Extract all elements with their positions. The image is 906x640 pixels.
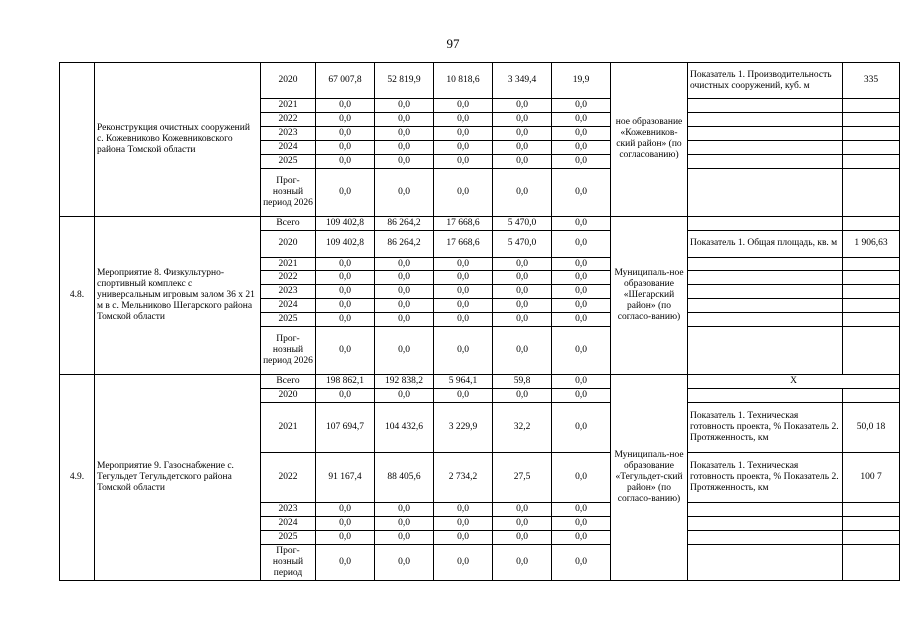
- table-row: 2024 0,0 0,0 0,0 0,0 0,0: [60, 299, 900, 313]
- table-row: 2024 0,0 0,0 0,0 0,0 0,0: [60, 516, 900, 530]
- table-row: 2021 0,0 0,0 0,0 0,0 0,0: [60, 99, 900, 113]
- table-row: 2022 0,0 0,0 0,0 0,0 0,0: [60, 112, 900, 126]
- table-row: 2022 0,0 0,0 0,0 0,0 0,0: [60, 271, 900, 285]
- table-row: Прог-нозный период 2026 0,0 0,0 0,0 0,0 0,0: [60, 327, 900, 375]
- item-number: 4.8.: [60, 216, 95, 375]
- table-row: Прог-нозный период 0,0 0,0 0,0 0,0 0,0: [60, 544, 900, 580]
- table-row: 2025 0,0 0,0 0,0 0,0 0,0: [60, 313, 900, 327]
- indicator: Показатель 1. Техническая готовность проекта, % Показатель 2. Протяженность, км: [688, 402, 843, 452]
- indicator: Показатель 1. Общая площадь, кв. м: [688, 230, 843, 257]
- page-number: 97: [446, 36, 460, 51]
- table-row: 4.9. Мероприятие 9. Газоснабжение с. Тегульдет Тегульдетского района Томской области Всего 198 862,1 192 838,2 5 964,1 59,8 0,0 Муниципаль-ное образование «Тегульдет-ский район» (по согласо-ванию) Х: [60, 375, 900, 389]
- table-row: 2025 0,0 0,0 0,0 0,0 0,0: [60, 530, 900, 544]
- table-row: 4.8. Мероприятие 8. Физкультурно-спортивный комплекс с универсальным игровым залом 36 х 21 м в с. Мельниково Шегарского района Томской области Всего 109 402,8 86 264,2 17 668,6 5 470,0 0,0 Муниципаль-ное образование «Шегарский район» (по согласо-ванию): [60, 216, 900, 230]
- executor: Муниципаль-ное образование «Тегульдет-ский район» (по согласо-ванию): [611, 375, 688, 581]
- item-number: 4.9.: [60, 375, 95, 581]
- table-row: 2020 109 402,8 86 264,2 17 668,6 5 470,0 0,0 Показатель 1. Общая площадь, кв. м 1 906,63: [60, 230, 900, 257]
- indicator-value: 1 906,63: [843, 230, 900, 257]
- table-row: 2023 0,0 0,0 0,0 0,0 0,0: [60, 285, 900, 299]
- table-row: 2020 0,0 0,0 0,0 0,0 0,0: [60, 389, 900, 403]
- indicator-value: 50,0 18: [843, 402, 900, 452]
- table-row: 2022 91 167,4 88 405,6 2 734,2 27,5 0,0 Показатель 1. Техническая готовность проекта, % Показатель 2. Протяженность, км 100 7: [60, 452, 900, 502]
- table-row: 2023 0,0 0,0 0,0 0,0 0,0: [60, 502, 900, 516]
- table-row: 2023 0,0 0,0 0,0 0,0 0,0: [60, 126, 900, 140]
- table-row: 2021 0,0 0,0 0,0 0,0 0,0: [60, 257, 900, 271]
- indicator-value: 100 7: [843, 452, 900, 502]
- indicator-value: 335: [843, 63, 900, 99]
- table-row: Реконструкция очистных сооружений с. Кожевниково Кожевниковского района Томской области 2020 67 007,8 52 819,9 10 818,6 3 349,4 19,9 ное образование «Кожевников-ский район» (по согласованию) Показатель 1. Производительность очистных сооружений, куб. м 335: [60, 63, 900, 99]
- table-row: 2024 0,0 0,0 0,0 0,0 0,0: [60, 140, 900, 154]
- item-name: Мероприятие 8. Физкультурно-спортивный комплекс с универсальным игровым залом 36 х 21 м в с. Мельниково Шегарского района Томской области: [95, 216, 261, 375]
- item-name: Реконструкция очистных сооружений с. Кожевниково Кожевниковского района Томской области: [95, 63, 261, 217]
- table-row: 2021 107 694,7 104 432,6 3 229,9 32,2 0,0 Показатель 1. Техническая готовность проекта, % Показатель 2. Протяженность, км 50,0 18: [60, 402, 900, 452]
- executor: Муниципаль-ное образование «Шегарский район» (по согласо-ванию): [611, 216, 688, 375]
- x-mark: Х: [688, 375, 900, 389]
- program-table: [59, 62, 900, 581]
- item-number: [60, 63, 95, 217]
- item-name: Мероприятие 9. Газоснабжение с. Тегульдет Тегульдетского района Томской области: [95, 375, 261, 581]
- indicator: Показатель 1. Производительность очистных сооружений, куб. м: [688, 63, 843, 99]
- table-row: Прог-нозный период 2026 0,0 0,0 0,0 0,0 0,0: [60, 168, 900, 216]
- table-row: 2025 0,0 0,0 0,0 0,0 0,0: [60, 154, 900, 168]
- indicator: Показатель 1. Техническая готовность проекта, % Показатель 2. Протяженность, км: [688, 452, 843, 502]
- executor: ное образование «Кожевников-ский район» (по согласованию): [611, 63, 688, 217]
